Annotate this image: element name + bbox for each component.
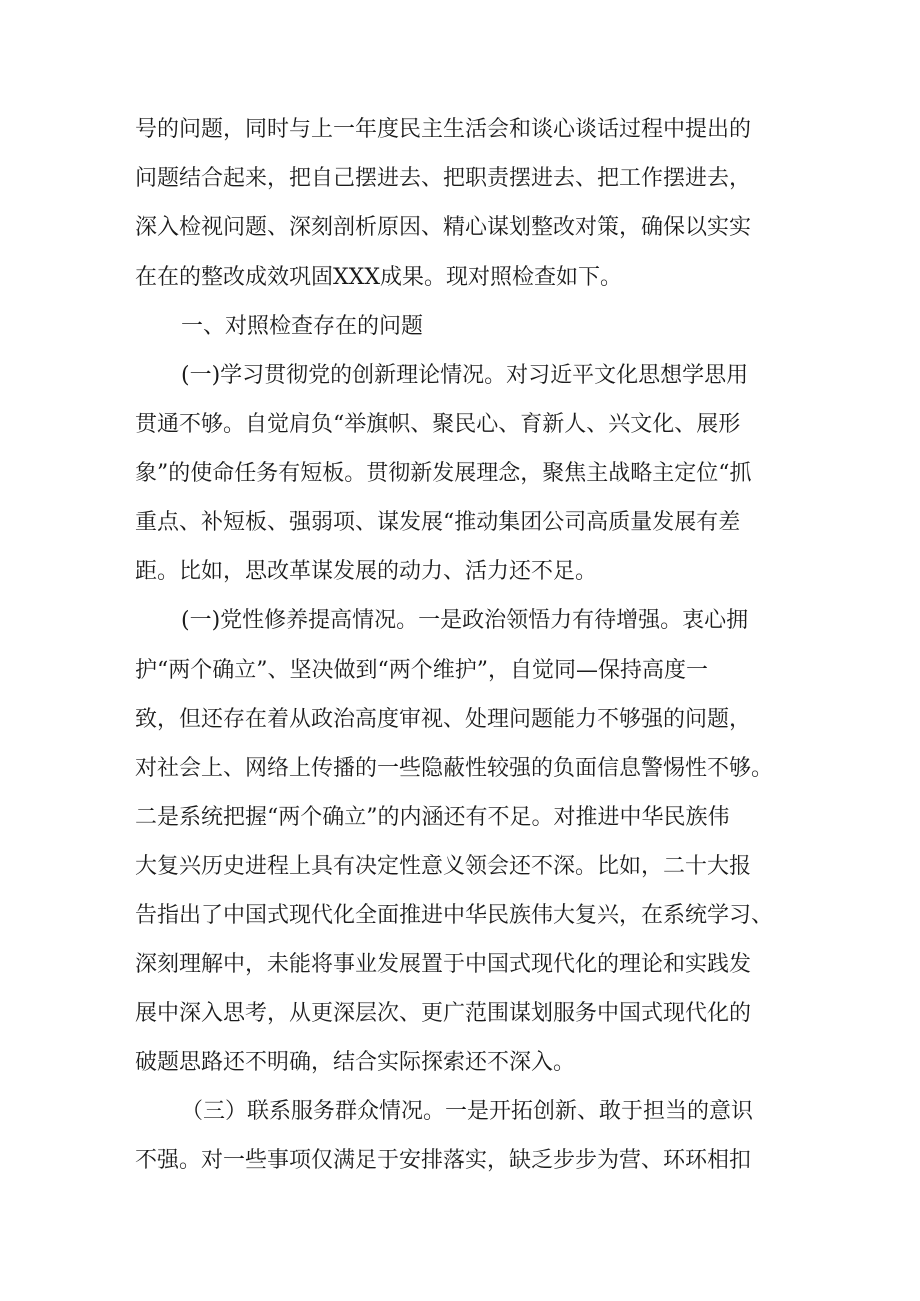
text-line: 二是系统把握“两个确立”的内涵还有不足。对推进中华民族伟 — [135, 805, 730, 830]
text-line: 问题结合起来，把自己摆进去、把职责摆进去、把工作摆进去， — [135, 166, 752, 191]
text-line: (一)党性修养提高情况。一是政治领悟力有待增强。衷心拥 — [181, 608, 749, 633]
text-line: （三）联系服务群众情况。一是开拓创新、敢于担当的意识 — [181, 1099, 754, 1124]
text-line: 重点、补短板、强弱项、谋发展“推动集团公司高质量发展有差 — [135, 510, 741, 535]
text-line: 大复兴历史进程上具有决定性意义领会还不深。比如，二十大报 — [135, 854, 752, 879]
text-line: 距。比如，思改革谋发展的动力、活力还不足。 — [135, 559, 598, 584]
text-line: 破题思路还不明确，结合实际探索还不深入。 — [135, 1050, 576, 1075]
text-line: 对社会上、网络上传播的一些隐蔽性较强的负面信息警惕性不够。 — [135, 756, 774, 781]
text-line: 展中深入思考，从更深层次、更广范围谋划服务中国式现代化的 — [135, 1001, 752, 1026]
text-line: 号的问题，同时与上一年度民主生活会和谈心谈话过程中提出的 — [135, 117, 752, 142]
text-line: 贯通不够。自觉肩负“举旗帜、聚民心、育新人、兴文化、展形 — [135, 412, 741, 437]
text-line: 深刻理解中，未能将事业发展置于中国式现代化的理论和实践发 — [135, 952, 752, 977]
text-line: 护“两个确立”、坚决做到“两个维护”，自觉同—保持高度一 — [135, 658, 708, 683]
text-line: 象”的使命任务有短板。贯彻新发展理念，聚焦主战略主定位“抓 — [135, 461, 752, 486]
text-line: (一)学习贯彻党的创新理论情况。对习近平文化思想学思用 — [181, 363, 749, 388]
text-line: 在在的整改成效巩固XXX成果。现对照检查如下。 — [135, 265, 622, 290]
text-line: 不强。对一些事项仅满足于安排落实，缺乏步步为营、环环相扣 — [135, 1148, 752, 1173]
section-heading: 一、对照检查存在的问题 — [181, 314, 424, 339]
text-line: 深入检视问题、深刻剖析原因、精心谋划整改对策，确保以实实 — [135, 215, 752, 240]
text-line: 告指出了中国式现代化全面推进中华民族伟大复兴，在系统学习、 — [135, 903, 774, 928]
text-line: 致，但还存在着从政治高度审视、处理问题能力不够强的问题， — [135, 707, 752, 732]
